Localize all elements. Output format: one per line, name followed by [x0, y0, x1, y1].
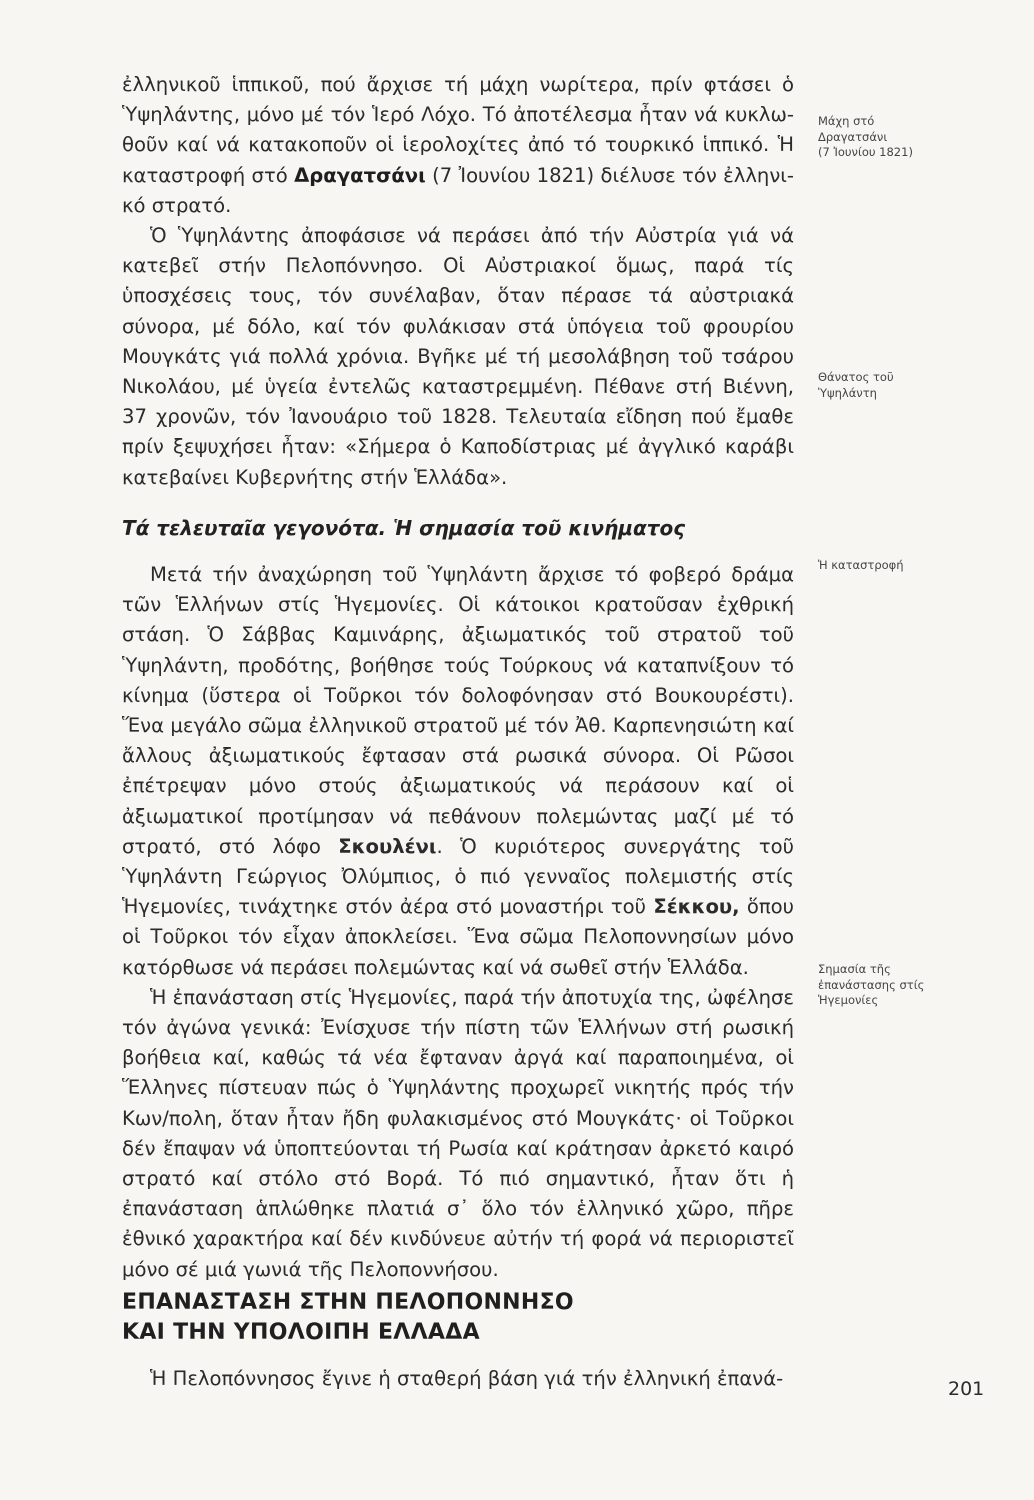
margin-note-death: [818, 370, 988, 401]
main-text-block-2: [122, 560, 794, 1285]
paragraph-1-line-1: ἐλληνικοῦ ἱππικοῦ, πού ἄρχισε τή μάχη νωρίτερα, πρίν φτάσει ὁ: [122, 73, 794, 96]
paragraph-1-line-4b: (7 Ἰουνίου 1821) διέλυσε τόν ἐλληνι-: [425, 163, 794, 187]
margin-note-battle-line-3: (7 Ἰουνίου 1821): [818, 145, 913, 159]
paragraph-3: [122, 560, 794, 983]
margin-note-significance-line-2: ἐπανάστασης στίς: [818, 977, 925, 992]
paragraph-3-part-3: ὅπου οἱ Τοῦρκοι τόν εἶχαν ἀποκλείσει. Ἕνα σῶμα Πελοποννησίων μόνο κατόρθωσε νά περάσει πολεμώντας καί νά σωθεῖ στήν Ἑλλάδα.: [122, 895, 795, 979]
place-skouleni: Σκουλένι: [338, 834, 437, 858]
paragraph-4: Ἡ ἐπανάσταση στίς Ἡγεμονίες, παρά τήν ἀποτυχία της, ὠφέλησε τόν ἀγώνα γενικά: Ἐνίσχυσε τήν πίστη τῶν Ἑλλήνων στή ρωσική βοήθεια καί, καθώς τά νέα ἔφταναν ἀργά καί παραποιημένα, οἱ Ἕλληνες πίστευαν πώς ὁ Ὑψηλάντης προχωρεῖ νικητής πρός τήν Κων/πολη, ὅταν ἦταν ἤδη φυλακισμένος στό Μουγκάτς· οἱ Τοῦρκοι δέν ἔπαψαν νά ὑποπτεύονται τή Ρωσία καί κράτησαν ἀρκετό καιρό στρατό καί στόλο στό Βορά. Τό πιό σημαντικό, ἦταν ὅτι ἡ ἐπανάσταση ἁπλώθηκε πλατιά σ᾽ ὅλο τόν ἑλληνικό χῶρο, πῆρε ἐθνικό χαρακτήρα καί δέν κινδύνευε αὐτήν τή φορά νά περιοριστεῖ μόνο σέ μιά γωνιά τῆς Πελοποννήσου.: [122, 985, 794, 1281]
margin-note-catastrophe: [818, 558, 988, 574]
paragraph-1-line-5: κό στρατό.: [122, 193, 232, 217]
page-number: 201: [948, 1378, 985, 1400]
main-text-block-1: [122, 70, 794, 493]
paragraph-1-line-4a: καταστροφή στό: [122, 163, 295, 187]
margin-note-catastrophe-line-1: Ἡ καταστροφή: [818, 558, 904, 572]
place-sekkou: Σέκκου,: [653, 895, 740, 919]
margin-note-death-line-1: Θάνατος τοῦ: [818, 370, 894, 384]
chapter-heading: [122, 1288, 794, 1348]
margin-note-significance: [818, 962, 988, 1009]
margin-note-death-line-2: Ὑψηλάντη: [818, 385, 877, 400]
margin-note-significance-line-1: Σημασία τῆς: [818, 962, 891, 976]
margin-note-significance-line-3: Ἡγεμονίες: [818, 993, 879, 1007]
paragraph-1-line-3: θοῦν καί νά κατακοποῦν οἱ ἱερολοχίτες ἀπό τό τουρκικό ἱππικό. Ἡ: [122, 133, 794, 157]
chapter-heading-line-1: ΕΠΑΝΑΣΤΑΣΗ ΣΤΗΝ ΠΕΛΟΠΟΝΝΗΣΟ: [122, 1290, 574, 1315]
margin-note-battle-line-2: Δραγατσάνι: [818, 129, 888, 144]
paragraph-1-line-2: Ὑψηλάντης, μόνο μέ τόν Ἱερό Λόχο. Τό ἀποτέλεσμα ἦταν νά κυκλω-: [122, 103, 794, 127]
paragraph-5: Ἡ Πελοπόννησος ἔγινε ἡ σταθερή βάση γιά τήν ἐλληνική ἐπανά-: [150, 1367, 784, 1390]
margin-note-battle-line-1: Μάχη στό: [818, 114, 875, 128]
paragraph-3-part-2: . Ὁ κυριότερος συνεργάτης τοῦ Ὑψηλάντη Γεώργιος Ὀλύμπιος, ὁ πιό γενναῖος πολεμιστής στίς Ἡγεμονίες, τινάχτηκε στόν ἀέρα στό μοναστήρι τοῦ: [122, 834, 795, 919]
paragraph-1: [122, 70, 794, 221]
margin-note-battle: [818, 114, 988, 161]
section-heading: Τά τελευταῖα γεγονότα. Ἡ σημασία τοῦ κινήματος: [122, 516, 686, 540]
paragraph-2: Ὁ Ὑψηλάντης ἀποφάσισε νά περάσει ἀπό τήν Αὐστρία γιά νά κατεβεῖ στήν Πελοπόννησο. Οἱ Αὐστριακοί ὅμως, παρά τίς ὑποσχέσεις τους, τόν συνέλαβαν, ὅταν πέρασε τά αὐστριακά σύνορα, μέ δόλο, καί τόν φυλάκισαν στά ὑπόγεια τοῦ φρουρίου Μουγκάτς γιά πολλά χρόνια. Βγῆκε μέ τή μεσολάβηση τοῦ τσάρου Νικολάου, μέ ὑγεία ἐντελῶς καταστρεμμένη. Πέθανε στή Βιέννη, 37 χρονῶν, τόν Ἰανουάριο τοῦ 1828. Τελευταία εἴδηση πού ἔμαθε πρίν ξεψυχήσει ἦταν: «Σήμερα ὁ Καποδίστριας μέ ἀγγλικό καράβι κατεβαίνει Κυβερνήτης στήν Ἑλλάδα».: [122, 224, 794, 489]
paragraph-3-part-1: Μετά τήν ἀναχώρηση τοῦ Ὑψηλάντη ἄρχισε τό φοβερό δράμα τῶν Ἑλλήνων στίς Ἡγεμονίες. Οἱ κάτοικοι κρατοῦσαν ἐχθρική στάση. Ὁ Σάββας Καμινάρης, ἀξιωματικός τοῦ στρατοῦ τοῦ Ὑψηλάντη, προδότης, βοήθησε τούς Τούρκους νά καταπνίξουν τό κίνημα (ὕστερα οἱ Τοῦρκοι τόν δολοφόνησαν στό Βουκουρέστι). Ἕνα μεγάλο σῶμα ἐλληνικοῦ στρατοῦ μέ τόν Ἀθ. Καρπενησιώτη καί ἄλλους ἀξιωματικούς ἔφτασαν στά ρωσικά σύνορα. Οἱ Ρῶσοι ἐπέτρεψαν μόνο στούς ἀξιωματικούς νά περάσουν καί οἱ ἀξιωματικοί προτίμησαν νά πεθάνουν πολεμώντας μαζί μέ τό στρατό, στό λόφο: [122, 563, 794, 858]
place-dragatsani: Δραγατσάνι: [294, 163, 426, 187]
chapter-heading-line-2: ΚΑΙ ΤΗΝ ΥΠΟΛΟΙΠΗ ΕΛΛΑΔΑ: [122, 1320, 480, 1345]
